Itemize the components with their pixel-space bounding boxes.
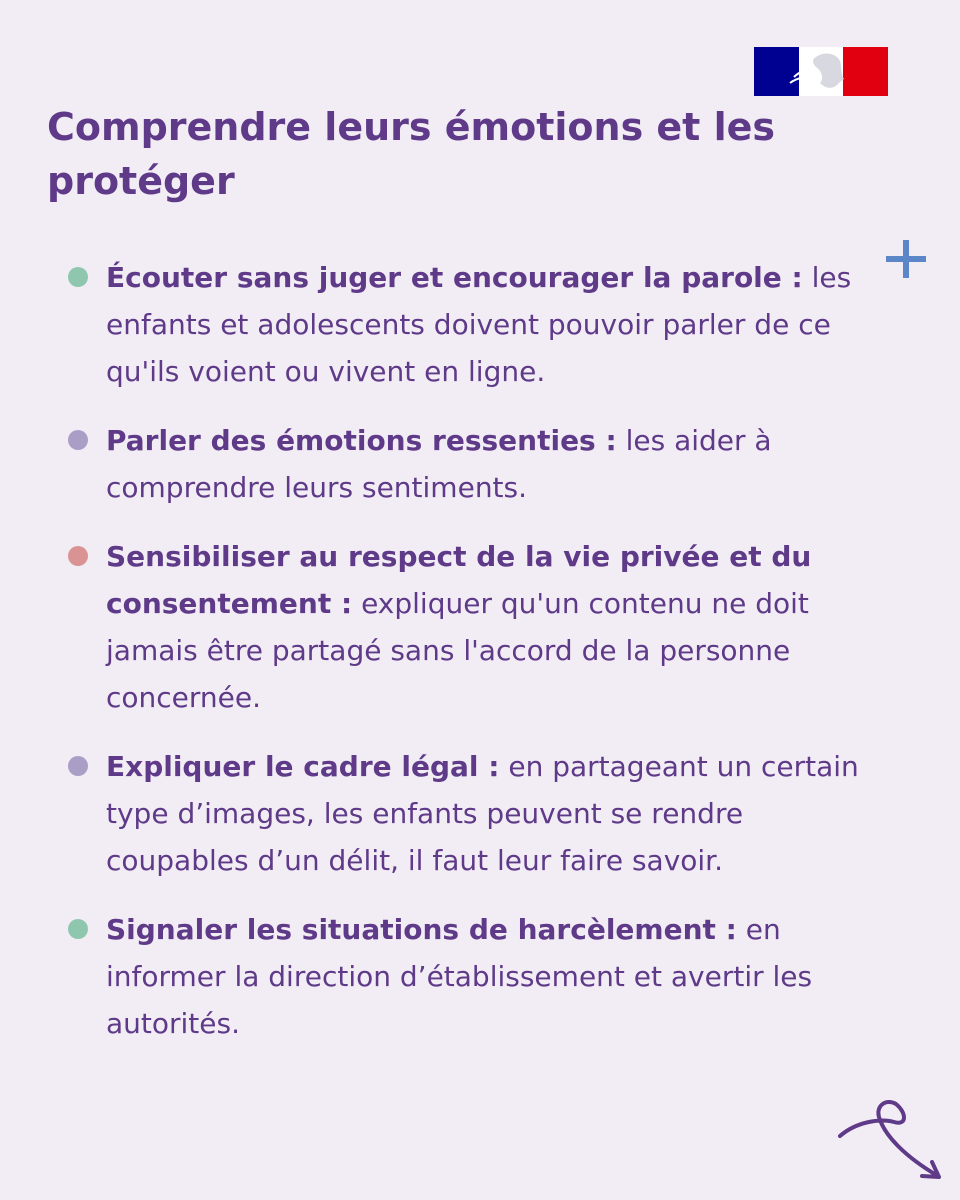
item-text: expliquer qu'un contenu ne doit jamais être partagé sans l'accord de la personne concernée. bbox=[106, 587, 809, 714]
list-item bbox=[66, 533, 866, 721]
bullet-icon bbox=[68, 267, 88, 287]
item-lead: Expliquer le cadre légal : bbox=[106, 750, 500, 783]
list-item bbox=[66, 906, 866, 1047]
bullet-icon bbox=[68, 546, 88, 566]
curly-arrow-icon bbox=[834, 1096, 946, 1186]
item-lead: Parler des émotions ressenties : bbox=[106, 424, 617, 457]
item-lead: Écouter sans juger et encourager la parole : bbox=[106, 261, 803, 294]
list-item bbox=[66, 417, 866, 511]
item-lead: Signaler les situations de harcèlement : bbox=[106, 913, 737, 946]
bullet-icon bbox=[68, 756, 88, 776]
bullet-icon bbox=[68, 430, 88, 450]
item-text: les aider à comprendre leurs sentiments. bbox=[106, 424, 772, 504]
plus-icon bbox=[886, 240, 926, 280]
list-item bbox=[66, 743, 866, 884]
bullet-icon bbox=[68, 919, 88, 939]
advice-list bbox=[66, 254, 866, 1069]
list-item bbox=[66, 254, 866, 395]
republique-francaise-logo bbox=[754, 47, 888, 96]
item-text: en partageant un certain type d’images, les enfants peuvent se rendre coupables d’un délit, il faut leur faire savoir. bbox=[106, 750, 859, 877]
page-title: Comprendre leurs émotions et les protéger bbox=[47, 105, 775, 203]
item-text: les enfants et adolescents doivent pouvoir parler de ce qu'ils voient ou vivent en ligne. bbox=[106, 261, 852, 388]
item-text: en informer la direction d’établissement et avertir les autorités. bbox=[106, 913, 813, 1040]
item-lead: Sensibiliser au respect de la vie privée et du consentement : bbox=[106, 540, 812, 620]
